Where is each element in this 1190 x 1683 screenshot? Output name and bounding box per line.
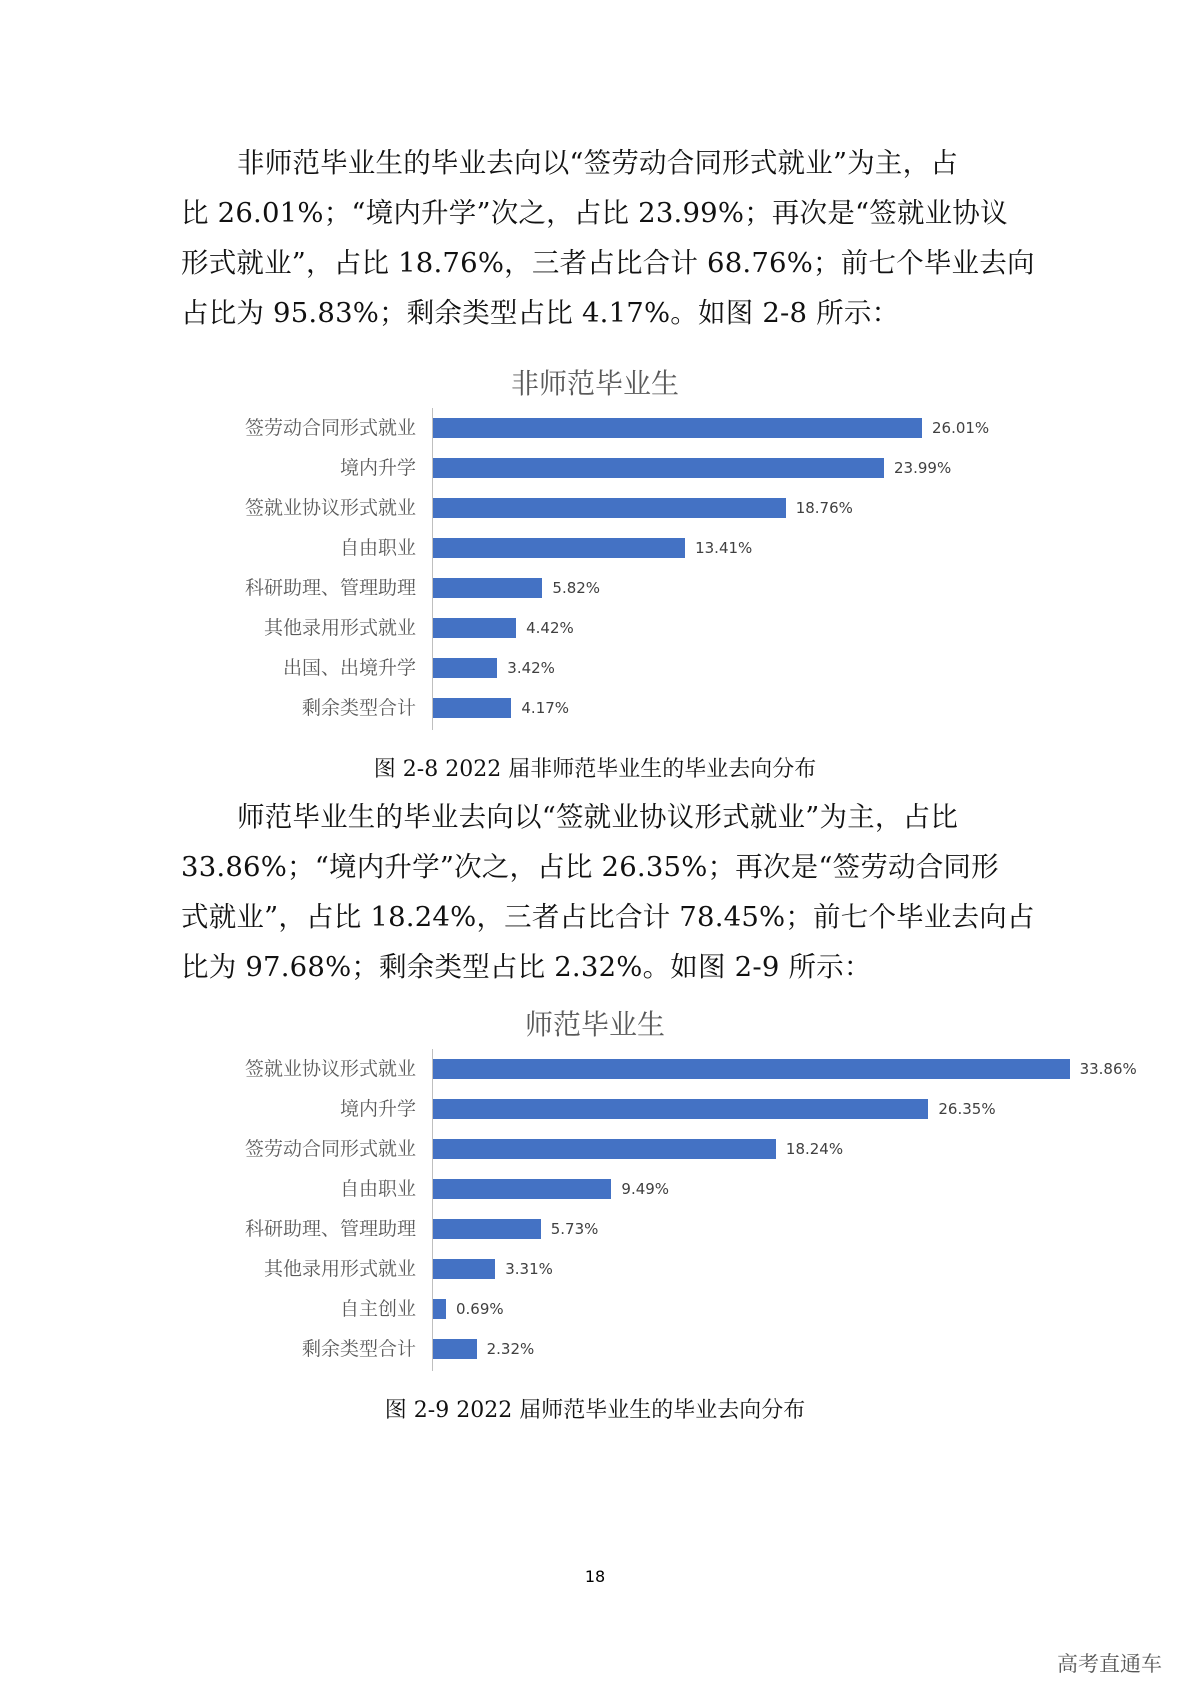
data-label: 26.01%: [931, 419, 990, 437]
bar-row: [180, 648, 1010, 688]
paragraph-line: 式就业”，占比 18.24%，三者占比合计 78.45%；前七个毕业去向占: [181, 901, 1035, 933]
data-label: 18.24%: [785, 1140, 844, 1158]
bar-row: [180, 488, 1010, 528]
data-label: 3.42%: [507, 659, 555, 677]
category-tick-label: 其他录用形式就业: [263, 1258, 416, 1280]
bar-row: [180, 1289, 1010, 1329]
chart-title: 师范毕业生: [524, 1008, 665, 1041]
bar-row: [180, 528, 1010, 568]
bar: [433, 1219, 541, 1239]
bar: [433, 1099, 928, 1119]
data-label: 18.76%: [795, 499, 853, 517]
bar-chart-normal: [180, 1003, 1137, 1375]
bar-chart-non-normal: [180, 362, 1010, 734]
bar-row: [180, 1049, 1137, 1089]
paragraph-line: 比 26.01%；“境内升学”次之，占比 23.99%；再次是“签就业协议: [181, 197, 1008, 229]
bar-row: [180, 1209, 1010, 1249]
data-label: 5.73%: [550, 1220, 599, 1238]
data-label: 23.99%: [894, 459, 952, 477]
category-tick-label: 签就业协议形式就业: [244, 1058, 416, 1080]
data-label: 33.86%: [1079, 1060, 1137, 1078]
chart-title: 非师范毕业生: [510, 367, 679, 400]
bar: [433, 1059, 1070, 1079]
data-label: 5.82%: [552, 579, 601, 597]
bar: [433, 658, 497, 678]
figure-caption-2-8: 图 2-8 2022 届非师范毕业生的毕业去向分布: [373, 757, 817, 782]
paragraph-non-normal-summary: [181, 138, 1035, 338]
bar-row: [180, 608, 1010, 648]
category-tick-label: 剩余类型合计: [301, 1338, 416, 1360]
paragraph-line: 师范毕业生的毕业去向以“签就业协议形式就业”为主，占比: [237, 801, 959, 833]
category-tick-label: 其他录用形式就业: [263, 617, 416, 639]
paragraph-line: 比为 97.68%；剩余类型占比 2.32%。如图 2-9 所示：: [181, 951, 872, 983]
data-label: 13.41%: [695, 539, 753, 557]
bar-row: [180, 408, 1010, 448]
paragraph-line: 占比为 95.83%；剩余类型占比 4.17%。如图 2-8 所示：: [181, 297, 900, 329]
figure-caption-2-9: 图 2-9 2022 届师范毕业生的毕业去向分布: [384, 1398, 806, 1423]
category-tick-label: 科研助理、管理助理: [244, 577, 416, 599]
bar: [433, 1339, 477, 1359]
category-tick-label: 境内升学: [339, 1098, 416, 1120]
data-label: 4.17%: [521, 699, 570, 717]
paragraph-normal-summary: [181, 792, 1035, 992]
paragraph-line: 形式就业”，占比 18.76%，三者占比合计 68.76%；前七个毕业去向: [181, 247, 1035, 279]
data-label: 9.49%: [621, 1180, 670, 1198]
bar-row: [180, 448, 1010, 488]
watermark-text: 高考直通车: [1057, 1652, 1162, 1676]
bar: [433, 458, 884, 478]
bar: [433, 418, 922, 438]
page-number: 18: [584, 1567, 606, 1586]
bar: [433, 1299, 446, 1319]
category-tick-label: 出国、出境升学: [282, 657, 416, 679]
bar: [433, 578, 542, 598]
bar: [433, 538, 685, 558]
data-label: 0.69%: [455, 1300, 504, 1318]
bar: [433, 498, 786, 518]
paragraph-line: 33.86%；“境内升学”次之，占比 26.35%；再次是“签劳动合同形: [181, 851, 999, 883]
bar: [433, 618, 516, 638]
data-label: 4.42%: [526, 619, 574, 637]
category-tick-label: 自由职业: [339, 537, 416, 559]
bar-row: [180, 1329, 1010, 1369]
bar-row: [180, 1249, 1010, 1289]
bar-row: [180, 568, 1010, 608]
bar: [433, 1259, 495, 1279]
category-tick-label: 签劳动合同形式就业: [244, 1138, 416, 1160]
category-tick-label: 自由职业: [339, 1178, 416, 1200]
bar-row: [180, 1089, 1010, 1129]
category-tick-label: 签劳动合同形式就业: [244, 417, 416, 439]
data-label: 2.32%: [486, 1340, 535, 1358]
category-tick-label: 自主创业: [339, 1298, 416, 1320]
bar: [433, 698, 511, 718]
bar-row: [180, 1129, 1010, 1169]
bar-row: [180, 1169, 1010, 1209]
category-tick-label: 签就业协议形式就业: [244, 497, 416, 519]
data-label: 3.31%: [505, 1260, 553, 1278]
data-label: 26.35%: [938, 1100, 996, 1118]
bar: [433, 1179, 611, 1199]
paragraph-line: 非师范毕业生的毕业去向以“签劳动合同形式就业”为主，占: [237, 147, 959, 179]
category-tick-label: 剩余类型合计: [301, 697, 416, 719]
bar-row: [180, 688, 1010, 728]
category-tick-label: 科研助理、管理助理: [244, 1218, 416, 1240]
category-tick-label: 境内升学: [339, 457, 416, 479]
bar: [433, 1139, 776, 1159]
